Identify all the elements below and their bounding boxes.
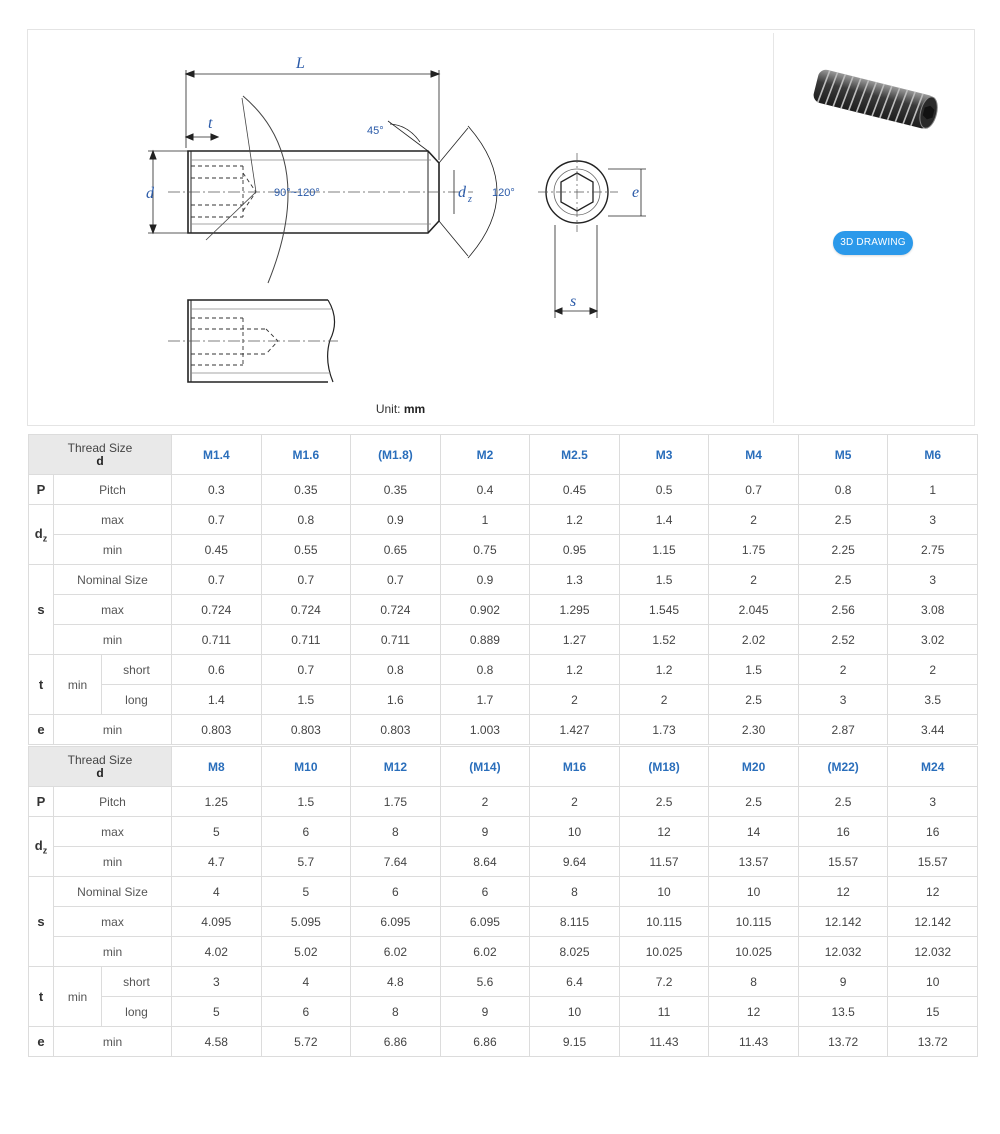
size-cell: M10 — [261, 747, 351, 787]
value-cell: 2.87 — [798, 715, 888, 745]
value-cell: 0.803 — [351, 715, 441, 745]
value-cell: 2 — [798, 655, 888, 685]
value-cell: 12 — [888, 877, 978, 907]
3d-drawing-button[interactable]: 3D DRAWING — [833, 231, 913, 255]
value-cell: 13.57 — [709, 847, 799, 877]
row-symbol: t — [29, 655, 54, 715]
value-cell: 1.4 — [172, 685, 262, 715]
value-cell: 12.032 — [888, 937, 978, 967]
value-cell: 0.35 — [351, 475, 441, 505]
value-cell: 4 — [172, 877, 262, 907]
value-cell: 1.3 — [530, 565, 620, 595]
value-cell: 1.7 — [440, 685, 530, 715]
value-cell: 2 — [709, 565, 799, 595]
value-cell: 0.75 — [440, 535, 530, 565]
table-row — [29, 937, 978, 967]
value-cell: 4.095 — [172, 907, 262, 937]
row-label: short — [102, 655, 172, 685]
dim-label-dz: d — [458, 184, 466, 201]
set-screw-drawing — [28, 30, 773, 400]
value-cell: 1.73 — [619, 715, 709, 745]
row-label: min — [54, 535, 172, 565]
value-cell: 0.7 — [172, 565, 262, 595]
value-cell: 0.55 — [261, 535, 351, 565]
value-cell: 0.65 — [351, 535, 441, 565]
value-cell: 10 — [888, 967, 978, 997]
value-cell: 15.57 — [798, 847, 888, 877]
dim-label-dz-sub: z — [468, 194, 472, 205]
value-cell: 5.72 — [261, 1027, 351, 1057]
value-cell: 2.5 — [619, 787, 709, 817]
value-cell: 3 — [888, 787, 978, 817]
value-cell: 0.35 — [261, 475, 351, 505]
size-cell: (M14) — [440, 747, 530, 787]
value-cell: 0.7 — [709, 475, 799, 505]
value-cell: 0.724 — [351, 595, 441, 625]
table-row — [29, 625, 978, 655]
value-cell: 0.889 — [440, 625, 530, 655]
row-label: max — [54, 817, 172, 847]
value-cell: 8.64 — [440, 847, 530, 877]
value-cell: 10.025 — [619, 937, 709, 967]
value-cell: 6 — [261, 997, 351, 1027]
value-cell: 1.25 — [172, 787, 262, 817]
value-cell: 0.902 — [440, 595, 530, 625]
value-cell: 1.2 — [530, 655, 620, 685]
table-row — [29, 685, 978, 715]
table-row — [29, 997, 978, 1027]
angle-label-90-120: 90°~120° — [274, 187, 320, 199]
row-label: min — [54, 967, 102, 1027]
size-cell: M20 — [709, 747, 799, 787]
value-cell: 7.2 — [619, 967, 709, 997]
value-cell: 2.75 — [888, 535, 978, 565]
size-cell: M24 — [888, 747, 978, 787]
value-cell: 5.095 — [261, 907, 351, 937]
value-cell: 2.5 — [709, 685, 799, 715]
value-cell: 5.6 — [440, 967, 530, 997]
value-cell: 0.8 — [351, 655, 441, 685]
table-row — [29, 817, 978, 847]
unit-note — [28, 402, 773, 416]
table-row — [29, 535, 978, 565]
value-cell: 0.3 — [172, 475, 262, 505]
value-cell: 2.02 — [709, 625, 799, 655]
dim-label-d: d — [146, 185, 154, 202]
value-cell: 5.02 — [261, 937, 351, 967]
value-cell: 12.142 — [888, 907, 978, 937]
row-symbol: $d_z$ — [29, 817, 54, 877]
row-symbol: P — [29, 787, 54, 817]
value-cell: 0.711 — [172, 625, 262, 655]
value-cell: 10 — [619, 877, 709, 907]
value-cell: 3 — [888, 505, 978, 535]
value-cell: 0.8 — [261, 505, 351, 535]
value-cell: 2.30 — [709, 715, 799, 745]
value-cell: 1.15 — [619, 535, 709, 565]
value-cell: 3 — [888, 565, 978, 595]
value-cell: 2 — [440, 787, 530, 817]
value-cell: 1.4 — [619, 505, 709, 535]
value-cell: 0.95 — [530, 535, 620, 565]
spec-table-2 — [28, 746, 978, 1057]
value-cell: 0.803 — [172, 715, 262, 745]
value-cell: 2.25 — [798, 535, 888, 565]
size-cell: M8 — [172, 747, 262, 787]
row-symbol: P — [29, 475, 54, 505]
value-cell: 2.045 — [709, 595, 799, 625]
value-cell: 6 — [261, 817, 351, 847]
value-cell: 2.5 — [709, 787, 799, 817]
value-cell: 6.095 — [351, 907, 441, 937]
value-cell: 15.57 — [888, 847, 978, 877]
product-drawing-panel — [27, 29, 975, 426]
value-cell: 5 — [172, 997, 262, 1027]
value-cell: 0.8 — [440, 655, 530, 685]
value-cell: 10 — [530, 997, 620, 1027]
value-cell: 3 — [172, 967, 262, 997]
value-cell: 0.8 — [798, 475, 888, 505]
row-label: min — [54, 655, 102, 715]
value-cell: 0.7 — [261, 655, 351, 685]
value-cell: 11.43 — [619, 1027, 709, 1057]
value-cell: 0.7 — [351, 565, 441, 595]
row-symbol: s — [29, 565, 54, 655]
value-cell: 0.9 — [440, 565, 530, 595]
value-cell: 2.52 — [798, 625, 888, 655]
value-cell: 2.5 — [798, 505, 888, 535]
value-cell: 6.86 — [351, 1027, 441, 1057]
value-cell: 9 — [798, 967, 888, 997]
value-cell: 3.02 — [888, 625, 978, 655]
value-cell: 2.5 — [798, 565, 888, 595]
value-cell: 0.7 — [172, 505, 262, 535]
table-row — [29, 595, 978, 625]
table-row — [29, 967, 978, 997]
value-cell: 1.75 — [709, 535, 799, 565]
value-cell: 0.803 — [261, 715, 351, 745]
value-cell: 6 — [351, 877, 441, 907]
value-cell: 0.45 — [172, 535, 262, 565]
value-cell: 2.5 — [798, 787, 888, 817]
value-cell: 0.711 — [261, 625, 351, 655]
value-cell: 11.57 — [619, 847, 709, 877]
value-cell: 6.86 — [440, 1027, 530, 1057]
size-cell: M1.6 — [261, 435, 351, 475]
dim-label-l: L — [296, 55, 305, 72]
spec-table-1 — [28, 434, 978, 745]
value-cell: 16 — [798, 817, 888, 847]
angle-label-120: 120° — [492, 187, 515, 199]
value-cell: 1.5 — [261, 685, 351, 715]
value-cell: 0.724 — [172, 595, 262, 625]
row-label: max — [54, 595, 172, 625]
value-cell: 9 — [440, 997, 530, 1027]
value-cell: 8 — [530, 877, 620, 907]
row-label: Pitch — [54, 475, 172, 505]
value-cell: 1.75 — [351, 787, 441, 817]
value-cell: 6.4 — [530, 967, 620, 997]
unit-prefix: Unit: — [375, 402, 401, 416]
table-row — [29, 475, 978, 505]
value-cell: 1.52 — [619, 625, 709, 655]
row-label: min — [54, 937, 172, 967]
row-label: Nominal Size — [54, 565, 172, 595]
value-cell: 1.2 — [619, 655, 709, 685]
size-cell: M3 — [619, 435, 709, 475]
row-label: Pitch — [54, 787, 172, 817]
value-cell: 3 — [798, 685, 888, 715]
table-row — [29, 1027, 978, 1057]
value-cell: 1.27 — [530, 625, 620, 655]
value-cell: 8 — [351, 997, 441, 1027]
value-cell: 10 — [709, 877, 799, 907]
value-cell: 2 — [888, 655, 978, 685]
value-cell: 0.5 — [619, 475, 709, 505]
value-cell: 6.095 — [440, 907, 530, 937]
value-cell: 12 — [798, 877, 888, 907]
value-cell: 4.8 — [351, 967, 441, 997]
value-cell: 1 — [440, 505, 530, 535]
value-cell: 9.64 — [530, 847, 620, 877]
table-row — [29, 715, 978, 745]
value-cell: 12.142 — [798, 907, 888, 937]
row-label: max — [54, 505, 172, 535]
value-cell: 8.115 — [530, 907, 620, 937]
value-cell: 4.58 — [172, 1027, 262, 1057]
value-cell: 0.6 — [172, 655, 262, 685]
value-cell: 1.2 — [530, 505, 620, 535]
value-cell: 1.5 — [619, 565, 709, 595]
thread-size-header: Thread Size d — [29, 435, 172, 475]
value-cell: 2 — [619, 685, 709, 715]
row-label: min — [54, 715, 172, 745]
value-cell: 13.5 — [798, 997, 888, 1027]
value-cell: 8.025 — [530, 937, 620, 967]
row-label: long — [102, 997, 172, 1027]
value-cell: 2 — [530, 685, 620, 715]
row-label: min — [54, 625, 172, 655]
value-cell: 11 — [619, 997, 709, 1027]
value-cell: 0.9 — [351, 505, 441, 535]
value-cell: 11.43 — [709, 1027, 799, 1057]
value-cell: 8 — [351, 817, 441, 847]
row-label: Nominal Size — [54, 877, 172, 907]
thread-size-header: Thread Size d — [29, 747, 172, 787]
value-cell: 13.72 — [888, 1027, 978, 1057]
row-label: long — [102, 685, 172, 715]
row-label: short — [102, 967, 172, 997]
value-cell: 5 — [172, 817, 262, 847]
value-cell: 6.02 — [351, 937, 441, 967]
value-cell: 3.5 — [888, 685, 978, 715]
value-cell: 2.56 — [798, 595, 888, 625]
value-cell: 1.295 — [530, 595, 620, 625]
table-row — [29, 787, 978, 817]
value-cell: 2 — [530, 787, 620, 817]
value-cell: 4.7 — [172, 847, 262, 877]
model-preview — [774, 30, 974, 425]
value-cell: 5 — [261, 877, 351, 907]
value-cell: 14 — [709, 817, 799, 847]
dim-label-e: e — [632, 184, 640, 201]
technical-drawing — [28, 30, 773, 425]
table-row — [29, 655, 978, 685]
size-cell: M2 — [440, 435, 530, 475]
row-symbol: t — [29, 967, 54, 1027]
value-cell: 15 — [888, 997, 978, 1027]
size-cell: (M1.8) — [351, 435, 441, 475]
size-cell: M6 — [888, 435, 978, 475]
value-cell: 4 — [261, 967, 351, 997]
table-row — [29, 847, 978, 877]
value-cell: 12.032 — [798, 937, 888, 967]
value-cell: 10 — [530, 817, 620, 847]
value-cell: 0.45 — [530, 475, 620, 505]
screw-3d-thumbnail — [774, 30, 974, 150]
value-cell: 9 — [440, 817, 530, 847]
value-cell: 1.5 — [261, 787, 351, 817]
value-cell: 12 — [619, 817, 709, 847]
value-cell: 1.427 — [530, 715, 620, 745]
value-cell: 16 — [888, 817, 978, 847]
value-cell: 2 — [709, 505, 799, 535]
value-cell: 3.44 — [888, 715, 978, 745]
row-label: min — [54, 1027, 172, 1057]
value-cell: 1 — [888, 475, 978, 505]
value-cell: 7.64 — [351, 847, 441, 877]
value-cell: 3.08 — [888, 595, 978, 625]
unit-value: mm — [403, 402, 426, 416]
row-label: max — [54, 907, 172, 937]
value-cell: 9.15 — [530, 1027, 620, 1057]
value-cell: 0.7 — [261, 565, 351, 595]
size-cell: M4 — [709, 435, 799, 475]
row-symbol: e — [29, 1027, 54, 1057]
value-cell: 6 — [440, 877, 530, 907]
value-cell: 1.545 — [619, 595, 709, 625]
value-cell: 10.115 — [619, 907, 709, 937]
size-cell: M12 — [351, 747, 441, 787]
table-row — [29, 907, 978, 937]
value-cell: 0.724 — [261, 595, 351, 625]
size-cell: (M18) — [619, 747, 709, 787]
value-cell: 1.6 — [351, 685, 441, 715]
value-cell: 6.02 — [440, 937, 530, 967]
size-cell: M2.5 — [530, 435, 620, 475]
value-cell: 10.115 — [709, 907, 799, 937]
angle-label-45: 45° — [367, 125, 384, 137]
row-label: min — [54, 847, 172, 877]
value-cell: 10.025 — [709, 937, 799, 967]
value-cell: 1.003 — [440, 715, 530, 745]
value-cell: 13.72 — [798, 1027, 888, 1057]
value-cell: 0.711 — [351, 625, 441, 655]
size-cell: M1.4 — [172, 435, 262, 475]
size-cell: M16 — [530, 747, 620, 787]
table-row — [29, 505, 978, 535]
size-cell: (M22) — [798, 747, 888, 787]
dim-label-s: s — [570, 293, 577, 310]
table-row — [29, 565, 978, 595]
value-cell: 1.5 — [709, 655, 799, 685]
row-symbol: e — [29, 715, 54, 745]
value-cell: 8 — [709, 967, 799, 997]
value-cell: 12 — [709, 997, 799, 1027]
row-symbol: s — [29, 877, 54, 967]
value-cell: 4.02 — [172, 937, 262, 967]
row-symbol: $d_z$ — [29, 505, 54, 565]
dim-label-t: t — [208, 115, 213, 132]
value-cell: 5.7 — [261, 847, 351, 877]
table-row — [29, 877, 978, 907]
size-cell: M5 — [798, 435, 888, 475]
value-cell: 0.4 — [440, 475, 530, 505]
